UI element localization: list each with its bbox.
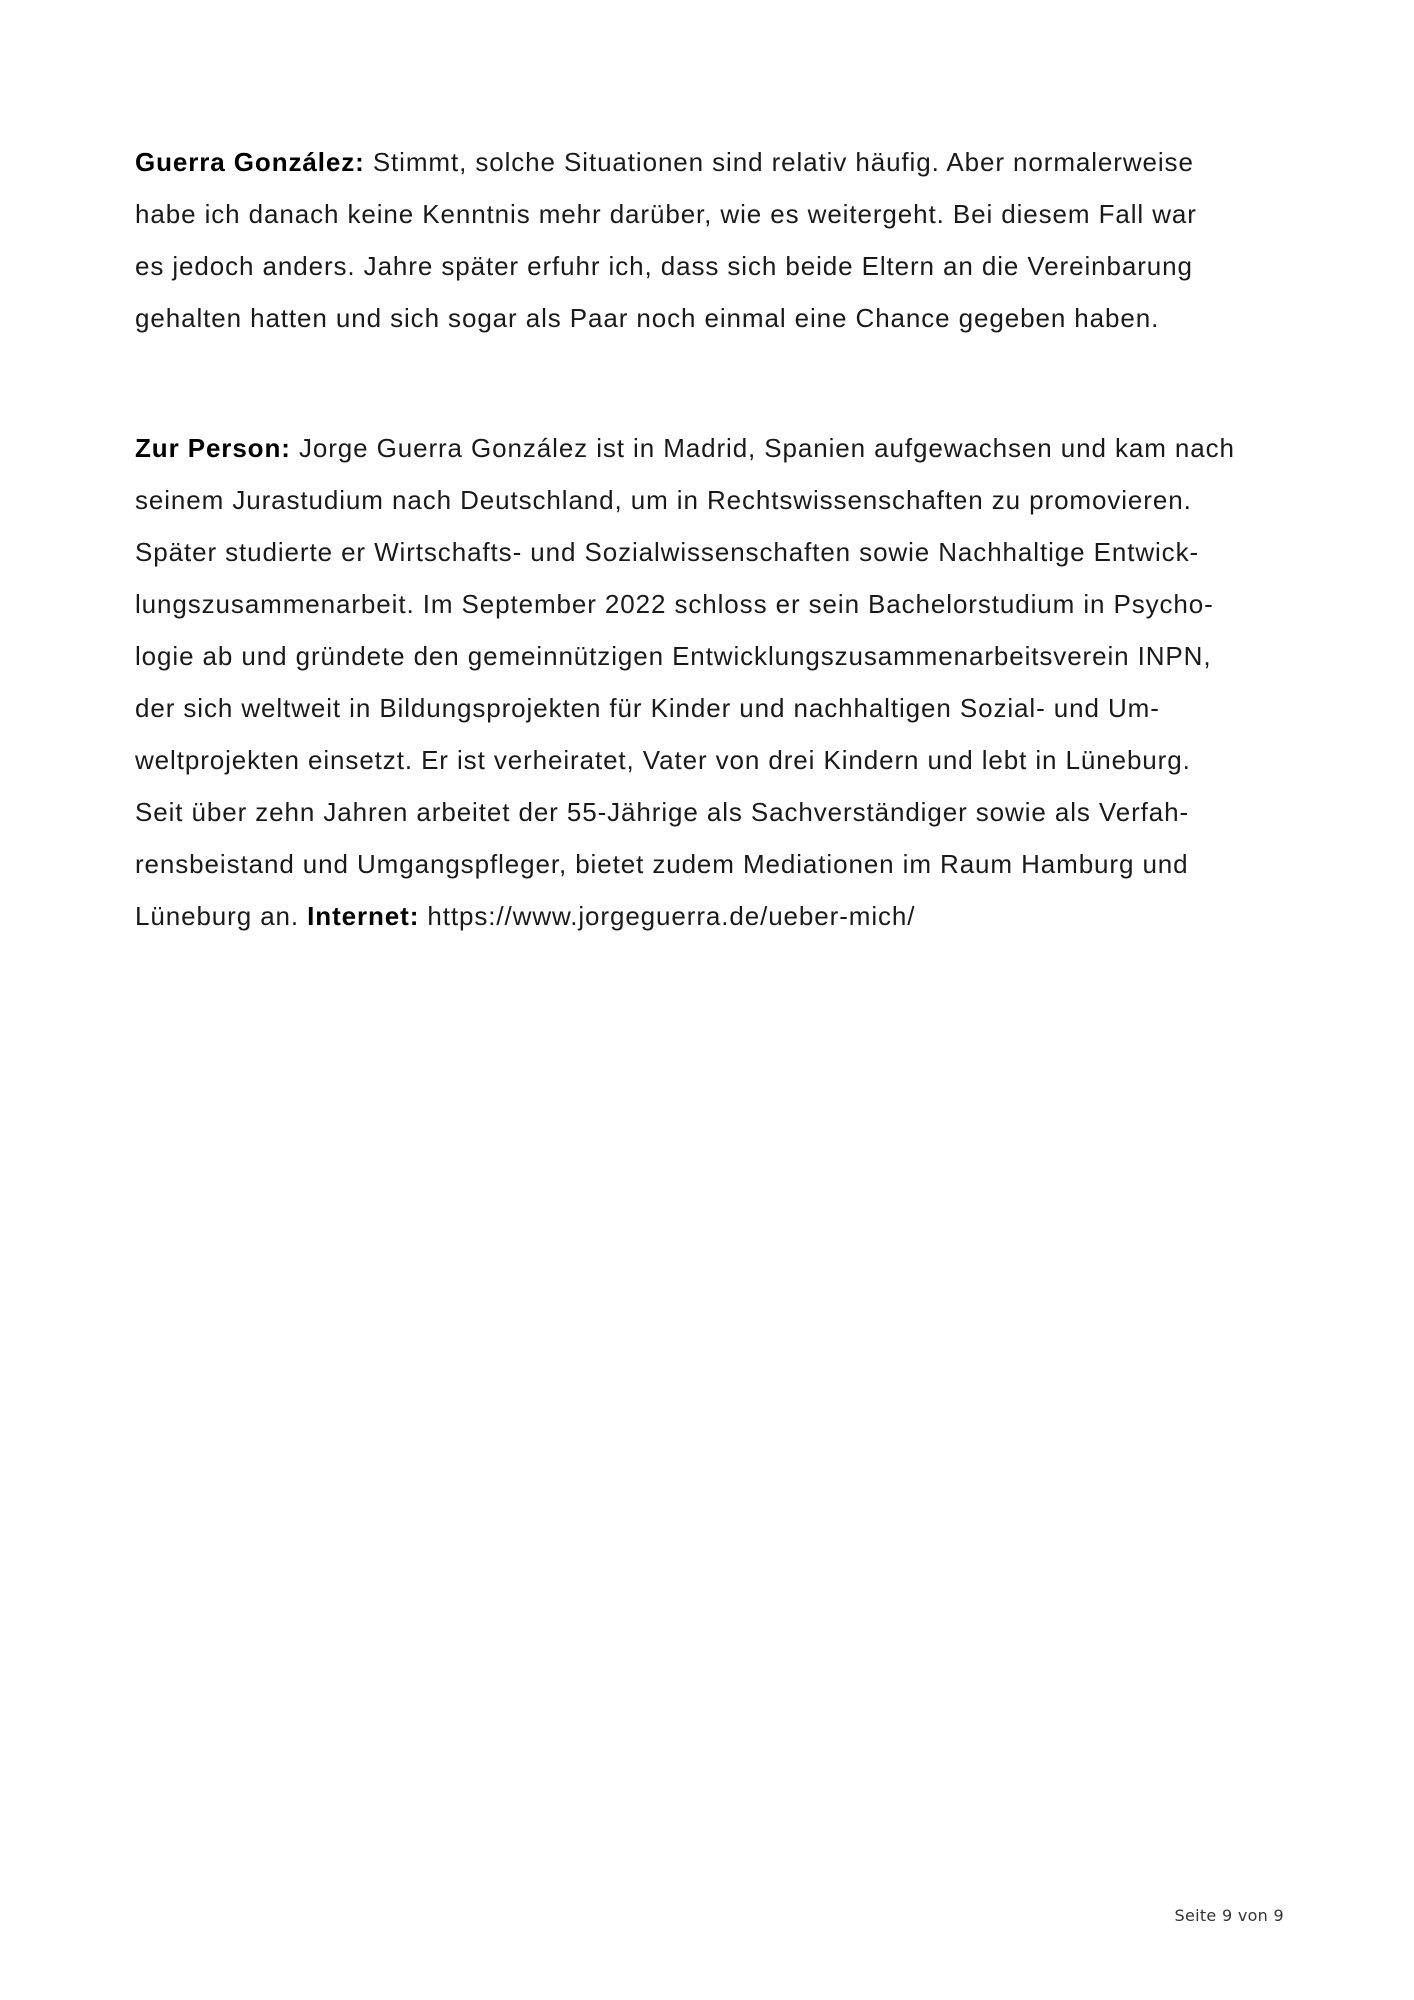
paragraph-line: logie ab und gründete den gemeinnützigen Entwicklungszusammenarbeitsverein INPN, [135,641,1212,671]
line-text: Jorge Guerra González ist in Madrid, Spanien aufgewachsen und kam nach [298,433,1235,463]
internet-label: Internet: [307,901,420,931]
paragraph-line [135,136,1285,188]
paragraph-line: rensbeistand und Umgangspfleger, bietet zudem Mediationen im Raum Hamburg und [135,849,1189,879]
line-text: Stimmt, solche Situationen sind relativ häufig. Aber normalerweise [372,147,1194,177]
paragraph-line: seinem Jurastudium nach Deutschland, um in Rechtswissenschaften zu promovieren. [135,485,1192,515]
paragraph-line: es jedoch anders. Jahre später erfuhr ich, dass sich beide Eltern an die Vereinbarung [135,251,1193,281]
speaker-label: Guerra González: [135,147,365,177]
paragraph-line [135,890,1285,942]
paragraph-line: lungszusammenarbeit. Im September 2022 schloss er sein Bachelorstudium in Psycho- [135,589,1214,619]
line-text: Lüneburg an. [135,901,300,931]
paragraph-line: habe ich danach keine Kenntnis mehr darüber, wie es weitergeht. Bei diesem Fall war [135,199,1197,229]
paragraph-line: weltprojekten einsetzt. Er ist verheiratet, Vater von drei Kindern und lebt in Lüneburg. [135,745,1191,775]
website-url: https://www.jorgeguerra.de/ueber-mich/ [427,901,916,931]
paragraph-line: der sich weltweit in Bildungsprojekten für Kinder und nachhaltigen Sozial- und Um- [135,693,1160,723]
paragraph-line: Seit über zehn Jahren arbeitet der 55-Jährige als Sachverständiger sowie als Verfah- [135,797,1190,827]
interview-answer-paragraph [135,136,1285,344]
author-bio-paragraph [135,422,1285,942]
page-number: Seite 9 von 9 [1174,1906,1284,1925]
paragraph-line: gehalten hatten und sich sogar als Paar noch einmal eine Chance gegeben haben. [135,303,1160,333]
paragraph-line [135,422,1285,474]
paragraph-line: Später studierte er Wirtschafts- und Sozialwissenschaften sowie Nachhaltige Entwick- [135,537,1200,567]
bio-label: Zur Person: [135,433,291,463]
